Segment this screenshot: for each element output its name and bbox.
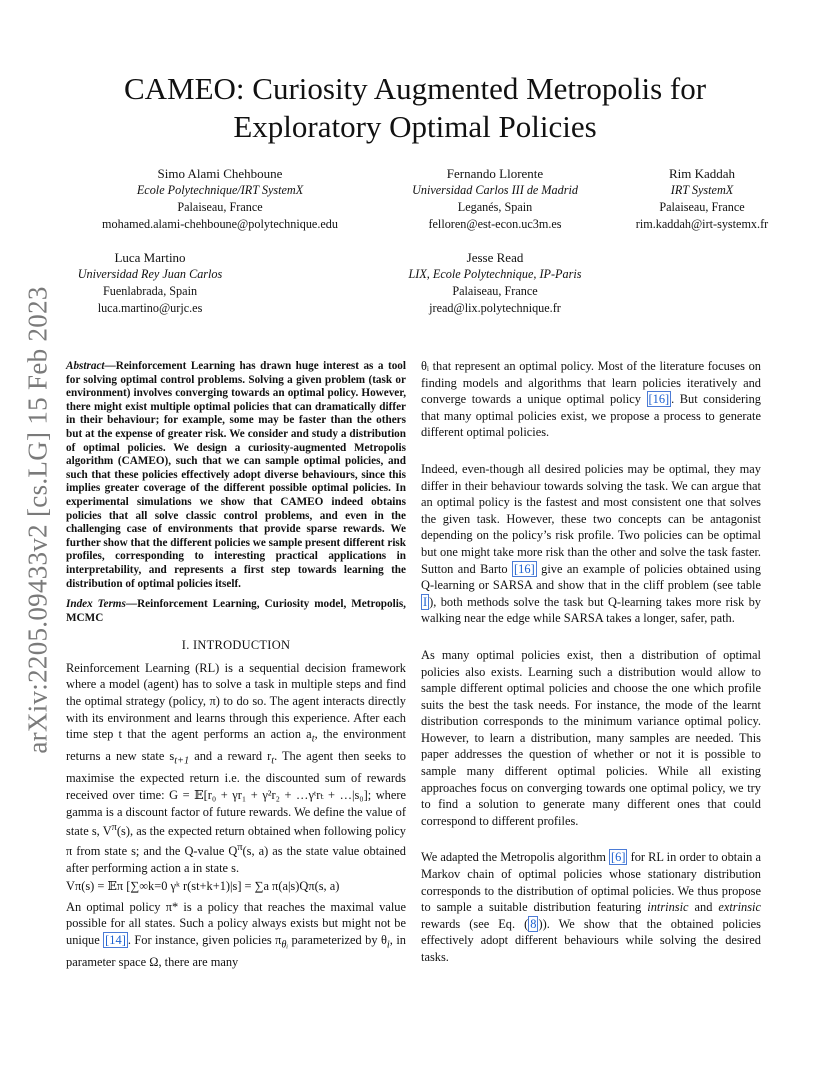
right-paragraph-4 bbox=[421, 849, 761, 965]
author-block bbox=[612, 165, 792, 233]
body-text: rewards (see Eq. ( bbox=[421, 916, 529, 931]
equation-reference-link[interactable]: 8 bbox=[530, 916, 537, 931]
author-location: Fuenlabrada, Spain bbox=[102, 284, 198, 298]
author-email: luca.martino@urjc.es bbox=[97, 301, 203, 315]
intro-text: and a reward r bbox=[189, 749, 272, 764]
author-name: Fernando Llorente bbox=[446, 166, 544, 181]
body-text: and bbox=[688, 900, 719, 915]
body-text: We adapted the Metropolis algorithm bbox=[421, 850, 610, 865]
citation-link[interactable]: [16] bbox=[514, 561, 535, 576]
arxiv-sidebar bbox=[18, 275, 58, 765]
body-text: θᵢ that represent an optimal policy. Most of the literature focuses on finding models and algorithms that learn policies iteratively and converge towards a unique optimal policy bbox=[421, 359, 761, 407]
body-text: for RL in order to obtain a Markov chain of optimal policies whose stationary distribution corresponds to the distribution of optimal policies. We thus propose to sample a suitable distribution featuring bbox=[421, 850, 761, 915]
author-name: Simo Alami Chehboune bbox=[157, 166, 283, 181]
abstract bbox=[66, 360, 406, 591]
body-text: ), both methods solve the task but Q-learning takes more risk by walking near the edge while SARSA takes a longer, safer, path. bbox=[421, 594, 761, 626]
body-text: )). We show that the obtained policies effectively adopt different behaviours while solving the desired tasks. bbox=[421, 916, 761, 964]
intro-text: . The agent then seeks to maximise the expected return i.e. the discounted sum of rewards received over time: G = 𝔼[r₀ + γr₁ + γ²r₂ + …γᵗrₜ + …|s₀]; where gamma is a discount factor of future rewards. We define the value of state s, V bbox=[66, 749, 406, 839]
title-line-1: CAMEO: Curiosity Augmented Metropolis for bbox=[123, 71, 707, 106]
author-block bbox=[80, 165, 360, 233]
author-block bbox=[385, 249, 605, 317]
author-affiliation: IRT SystemX bbox=[670, 183, 734, 197]
emphasis-intrinsic: intrinsic bbox=[647, 900, 689, 915]
body-text: give an example of policies obtained using Q-learning or SARSA and show that in the cliff problem (see table bbox=[421, 561, 762, 593]
table-reference-link[interactable]: I bbox=[423, 594, 428, 609]
body-text: . But considering that many optimal policies exist, we propose a process to generate different optimal policies. bbox=[421, 392, 761, 440]
author-email: mohamed.alami-chehboune@polytechnique.edu bbox=[102, 217, 338, 231]
author-email: rim.kaddah@irt-systemx.fr bbox=[635, 217, 769, 231]
intro-text: . For instance, given policies π bbox=[127, 932, 282, 947]
author-location: Palaiseau, France bbox=[659, 200, 745, 214]
body-text: Indeed, even-though all desired policies may be optimal, they may differ in their behaviour towards solving the task. We can argue that an optimal policy is the fastest and most consistent one that solves the given task. However, these two concepts can be antagonist depending on the policy’s risk profile. Two policies can be optimal but one might take more risk than the other and solve the task faster. Sutton and Barto bbox=[421, 461, 761, 576]
emphasis-extrinsic: extrinsic bbox=[718, 900, 761, 915]
equation-value: Vπ(s) = 𝔼π [∑∞k=0 γᵏ r(st+k+1)|s] = ∑a π(a|s)Qπ(s, a) bbox=[66, 879, 340, 894]
author-location: Palaiseau, France bbox=[177, 200, 263, 214]
intro-text: , in parameter space Ω, there are many bbox=[66, 932, 406, 970]
right-paragraph-2 bbox=[421, 461, 761, 627]
intro-paragraph-2: An optimal policy π* is a policy that reaches the maximal value possible for all states. Such a policy always exists but might not be unique [14] . For instance, given policies $\pi_{\theta ᵢ}$ parameterized by $\theta_i$, in parameter space Ω, there are many bbox=[66, 899, 406, 970]
section-heading-introduction: I. INTRODUCTION bbox=[181, 638, 291, 653]
arxiv-identifier: arXiv:2205.09433v2 [cs.LG] 15 Feb 2023 bbox=[22, 286, 53, 754]
intro-text: parameterized by θ bbox=[288, 932, 387, 947]
author-name: Rim Kaddah bbox=[668, 166, 736, 181]
intro-text: An optimal policy π* is a policy that reaches the maximal value possible for all states. Such a policy always exists but might not be unique bbox=[66, 899, 406, 947]
author-location: Leganés, Spain bbox=[457, 200, 533, 214]
intro-text: Reinforcement Learning (RL) is a sequential decision framework where a model (agent) has to solve a task in multiple steps and find the optimal strategy (policy, π) to do so. The agent interacts directly with its environment and learns through this experience. After each time step t that the agent performs an action a bbox=[66, 660, 406, 742]
paper-title bbox=[70, 70, 760, 146]
citation-link[interactable]: [6] bbox=[611, 850, 626, 865]
right-paragraph-3: As many optimal policies exist, then a distribution of optimal policies also exists. Learning such a distribution would allow to sample different optimal policies and choose the one which profile suits the best the task needs. For instance, the mode of the learnt distribution corresponds to the minimum variance optimal policy. However, to learn a distribution, many samples are needed. This paper addresses the question of whether or not it is possible to sample many different optimal policies. While all existing approaches focus on converging towards one optimal policy, we try to find a solution to generate many different ones that could correspond to different profiles. bbox=[421, 647, 761, 828]
author-block bbox=[380, 165, 610, 233]
index-terms-text: —Reinforcement Learning, Curiosity model, Metropolis, MCMC bbox=[66, 598, 406, 624]
author-email: felloren@est-econ.uc3m.es bbox=[428, 217, 562, 231]
abstract-text: —Reinforcement Learning has drawn huge interest as a tool for solving optimal control problems. Solving a given problem (task or environment) involves converging towards an optimal policy. However, there might exist multiple optimal policies that can dramatically differ in their behaviour; for example, some may be faster than the others but at the expense of greater risk. We consider and study a distribution of optimal policies. We design a curiosity-augmented Metropolis algorithm (CAMEO), such that we can sample optimal policies, and such that these policies effectively adopt diverse behaviours, since this implies greater coverage of the different possible optimal policies. In experimental simulations we show that CAMEO indeed obtains policies that all solve classic control problems, and even in the challenging case of environments that provide sparse rewards. We further show that the different policies we sample present different risk profiles, corresponding to interesting practical applications in interpretability, and represents a first step towards learning the distribution of optimal policies itself. bbox=[66, 360, 406, 590]
author-location: Palaiseau, France bbox=[452, 284, 538, 298]
left-column bbox=[66, 360, 406, 971]
author-affiliation: LIX, Ecole Polytechnique, IP-Paris bbox=[408, 267, 582, 281]
author-affiliation: Universidad Rey Juan Carlos bbox=[77, 267, 223, 281]
index-terms bbox=[66, 598, 406, 625]
citation-link[interactable]: [14] bbox=[105, 932, 126, 947]
intro-paragraph-1: Reinforcement Learning (RL) is a sequential decision framework where a model (agent) has to solve a task in multiple steps and find the optimal strategy (policy, π) to do so. The agent interacts directly with its environment and learns through this experience. After each time step t that the agent performs an action $a_t$, the environment returns a new state $s_{t+1}$ and a reward $r_t$. The agent then seeks to maximise the expected return i.e. the discounted sum of rewards received over time: G = 𝔼[r₀ + γr₁ + γ²r₂ + …γᵗrₜ + …|s₀]; where gamma is a discount factor of future rewards. We define the value of state s, $V^\pi(s)$, as the expected return obtained when following policy π from state s; and the Q-value $Q^\pi(s$, a) as the state value obtained after performing action a in state s. bbox=[66, 660, 406, 875]
right-paragraph-1 bbox=[421, 358, 761, 441]
abstract-label: Abstract bbox=[66, 360, 105, 372]
author-email: jread@lix.polytechnique.fr bbox=[429, 301, 561, 315]
author-name: Luca Martino bbox=[114, 250, 186, 265]
intro-text: (s), as the expected return obtained when following policy π from state s; and the Q-value Q bbox=[66, 824, 406, 858]
intro-text: , the environment returns a new state s bbox=[66, 727, 406, 764]
author-name: Jesse Read bbox=[466, 250, 524, 265]
author-affiliation: Ecole Polytechnique/IRT SystemX bbox=[136, 183, 304, 197]
index-terms-label: Index Terms bbox=[66, 598, 126, 611]
right-column bbox=[421, 358, 761, 966]
citation-link[interactable]: [16] bbox=[648, 392, 670, 407]
author-block bbox=[60, 249, 240, 317]
title-line-2: Exploratory Optimal Policies bbox=[233, 109, 597, 144]
author-affiliation: Universidad Carlos III de Madrid bbox=[412, 183, 578, 197]
intro-text: (s, a) as the state value obtained after performing action a in state s. bbox=[66, 844, 406, 875]
